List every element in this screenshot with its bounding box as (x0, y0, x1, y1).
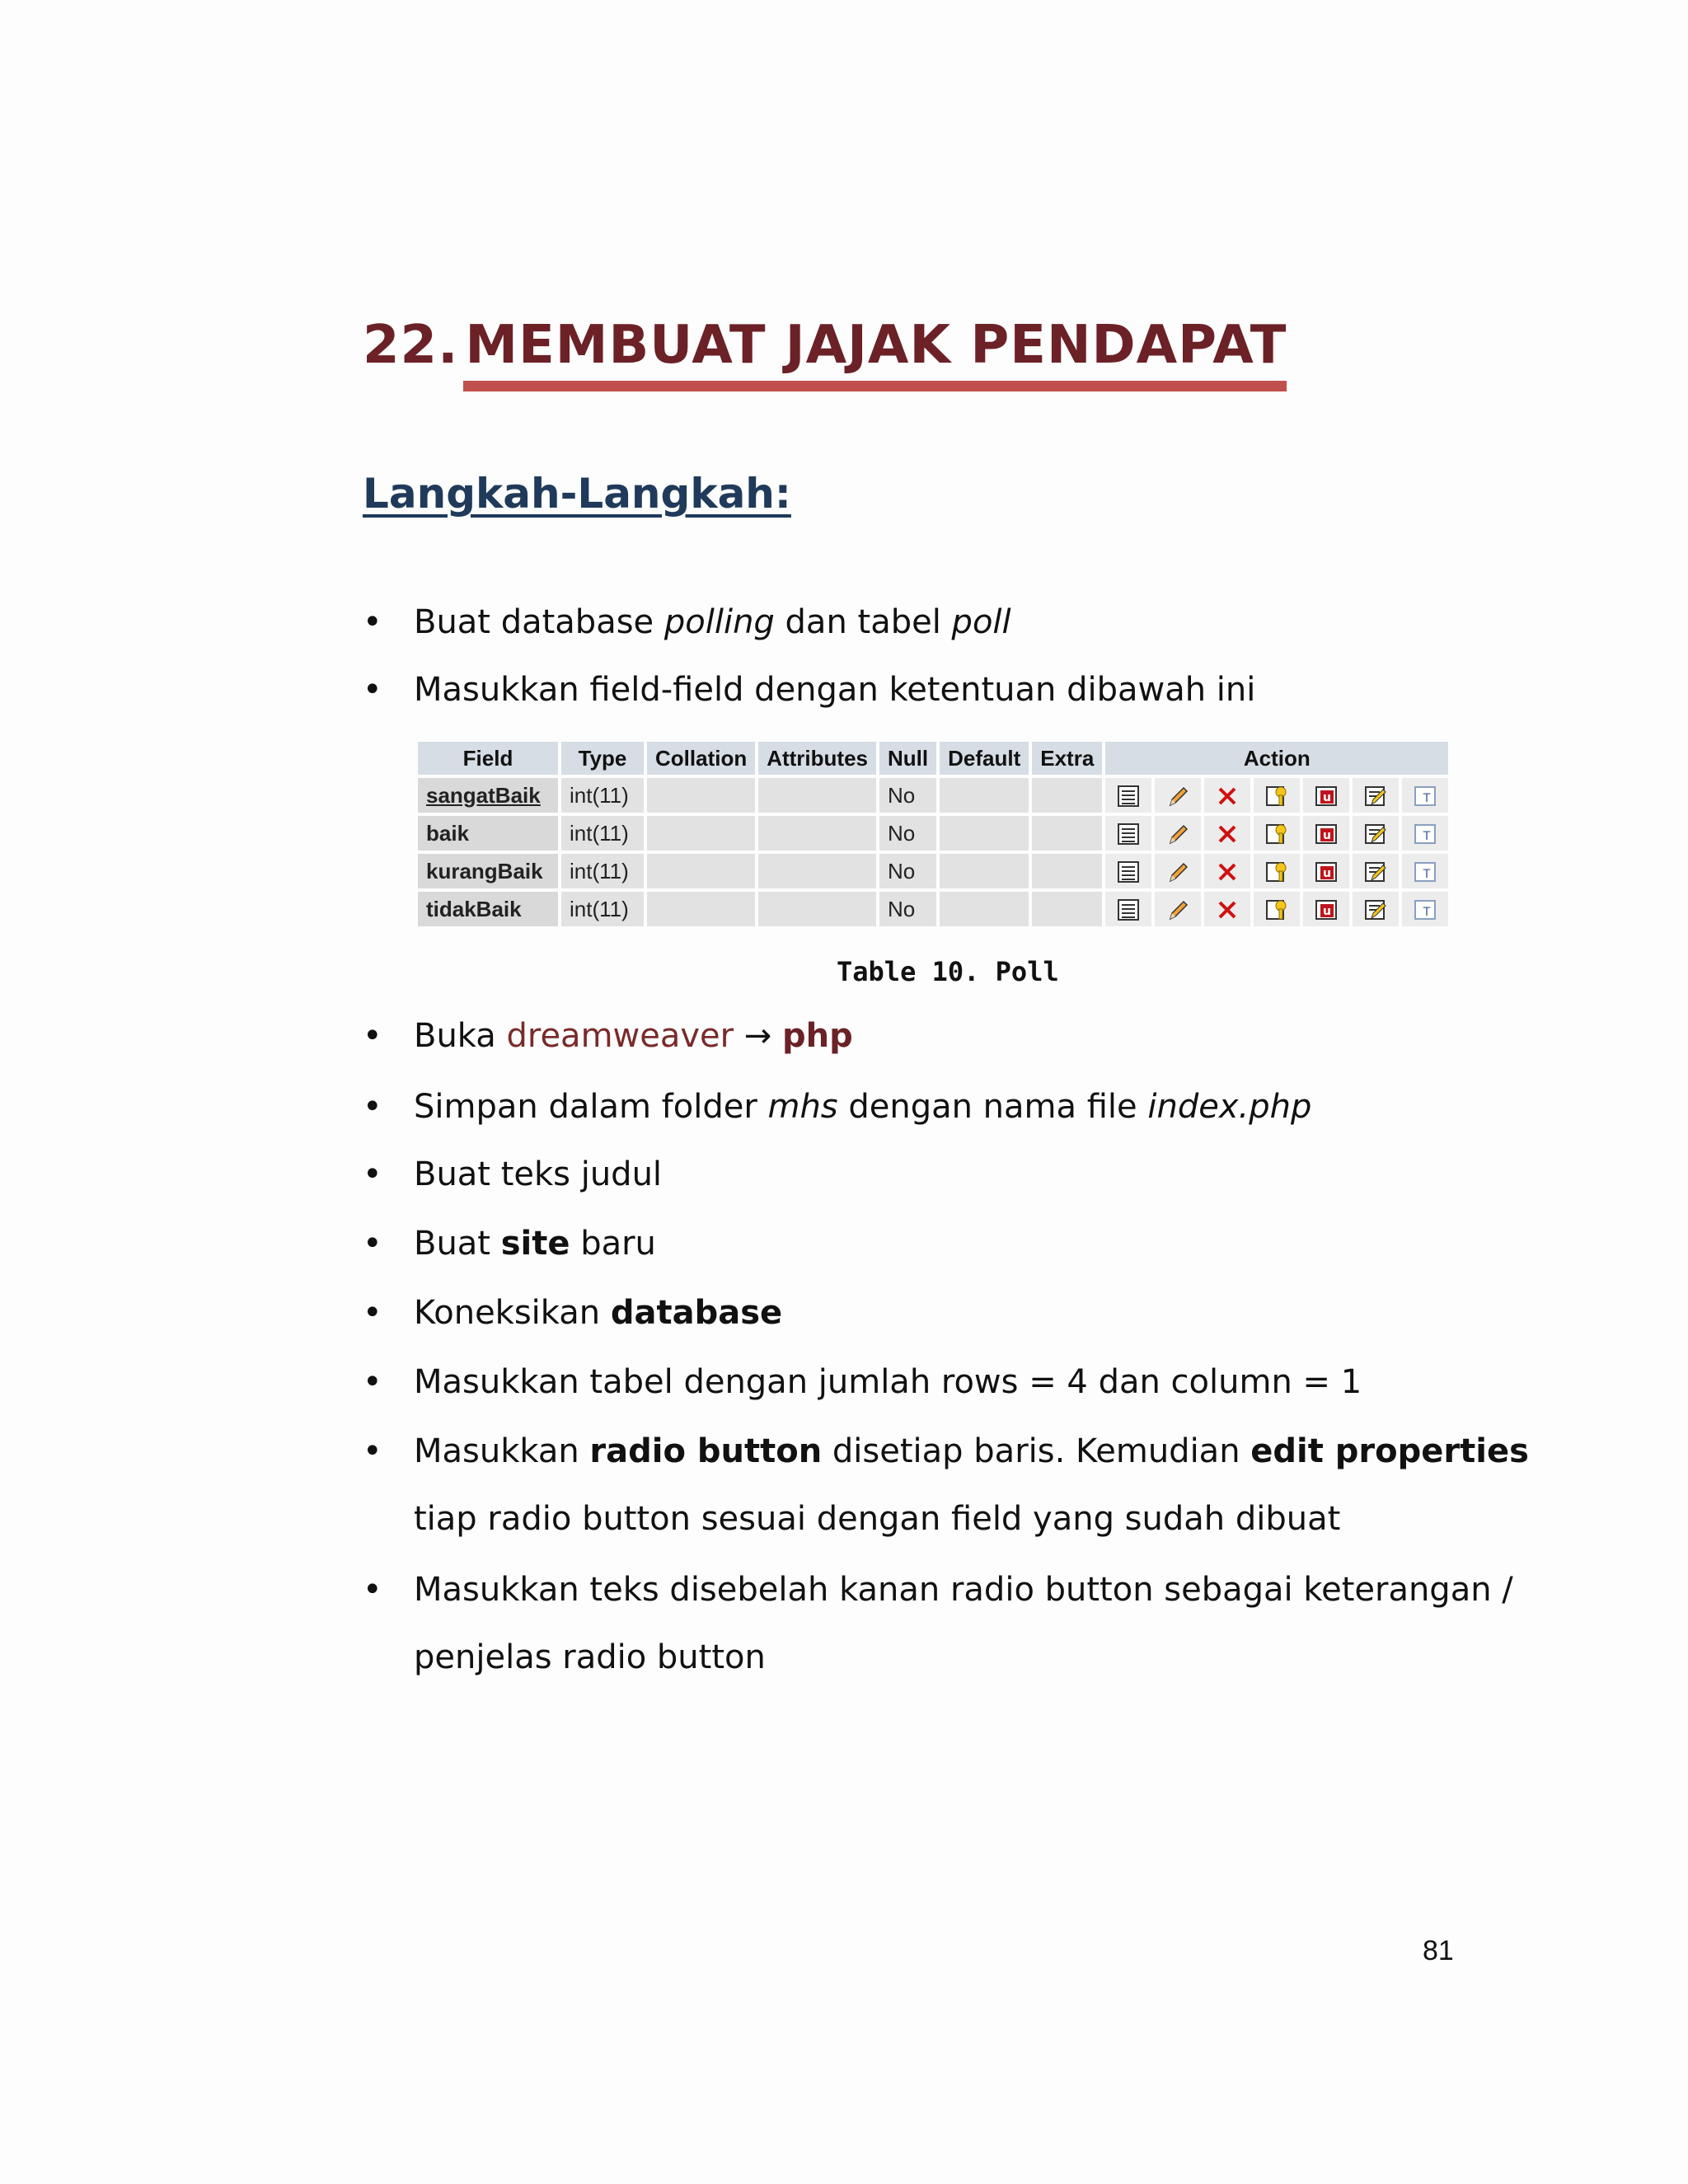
action-cell[interactable] (1254, 892, 1300, 926)
text: Koneksikan (414, 1294, 611, 1332)
steps-subheading: Langkah-Langkah: (363, 470, 791, 518)
chapter-title: MEMBUAT JAJAK PENDAPAT (465, 315, 1287, 376)
bullet-icon: • (363, 1088, 382, 1126)
action-cell[interactable] (1105, 778, 1151, 813)
text: Masukkan (414, 1432, 590, 1470)
bullet-icon: • (363, 1225, 382, 1263)
extra-cell (1032, 778, 1102, 813)
table-caption: Table 10. Poll (837, 956, 1059, 987)
fulltext-icon[interactable] (1413, 896, 1437, 921)
text-italic: poll (951, 603, 1011, 641)
browse-icon[interactable] (1116, 858, 1141, 883)
text: Buat (414, 1225, 501, 1263)
text: Buat database (414, 603, 664, 641)
page-number: 81 (1423, 1935, 1454, 1966)
action-cell[interactable] (1105, 816, 1151, 851)
collation-cell (647, 778, 755, 813)
text: Masukkan teks disebelah kanan radio button sebagai keterangan / (414, 1571, 1513, 1609)
extra-cell (1032, 816, 1102, 851)
action-cell[interactable] (1353, 816, 1399, 851)
null-cell: No (879, 778, 936, 813)
text: Buat teks judul (414, 1155, 663, 1193)
bullet-icon: • (363, 1571, 382, 1609)
action-cell[interactable] (1204, 854, 1250, 888)
action-cell[interactable] (1402, 854, 1448, 888)
text: penjelas radio button (414, 1638, 766, 1676)
text-italic: index.php (1147, 1088, 1312, 1126)
bullet-icon: • (363, 1294, 382, 1332)
action-cell[interactable] (1303, 892, 1349, 926)
action-cell[interactable] (1204, 892, 1250, 926)
action-cell[interactable] (1402, 778, 1448, 813)
action-cell[interactable] (1303, 778, 1349, 813)
type-cell: int(11) (561, 854, 644, 888)
bullet-icon: • (363, 1363, 382, 1401)
action-cell[interactable] (1303, 854, 1349, 888)
text: disetiap baris. Kemudian (822, 1432, 1251, 1470)
unique-icon[interactable] (1314, 782, 1339, 807)
index-icon[interactable] (1363, 820, 1388, 845)
delete-x-icon[interactable] (1215, 782, 1240, 807)
svg-text:T: T (1423, 906, 1431, 920)
table-row (418, 892, 1448, 926)
bullet-icon: • (363, 1432, 382, 1470)
extra-cell (1032, 854, 1102, 888)
col-header: Collation (647, 742, 755, 775)
browse-icon[interactable] (1116, 782, 1141, 807)
unique-icon[interactable] (1314, 820, 1339, 845)
action-cell[interactable] (1254, 778, 1300, 813)
svg-text:u: u (1323, 791, 1332, 805)
delete-x-icon[interactable] (1215, 896, 1240, 921)
text: dengan nama file (837, 1088, 1148, 1126)
text: Masukkan field-field dengan ketentuan dibawah ini (414, 671, 1256, 709)
text: dan tabel (774, 603, 952, 641)
action-cell[interactable] (1402, 892, 1448, 926)
arrow-icon: → (734, 1017, 783, 1055)
table-row (418, 816, 1448, 851)
text-italic: polling (663, 603, 775, 641)
bullet-icon: • (363, 671, 382, 709)
action-cell[interactable] (1155, 892, 1201, 926)
table-row (418, 854, 1448, 888)
action-cell[interactable] (1353, 778, 1399, 813)
index-icon[interactable] (1363, 782, 1388, 807)
primary-key-icon[interactable] (1264, 820, 1289, 845)
table-header-row (418, 742, 1448, 775)
browse-icon[interactable] (1116, 820, 1141, 845)
type-cell: int(11) (561, 816, 644, 851)
default-cell (940, 892, 1029, 926)
type-cell: int(11) (561, 778, 644, 813)
text-bold: radio button (589, 1432, 823, 1470)
text-bold: edit properties (1250, 1432, 1529, 1470)
text: baru (570, 1225, 656, 1263)
extra-cell (1032, 892, 1102, 926)
primary-key-icon[interactable] (1264, 896, 1289, 921)
index-icon[interactable] (1363, 896, 1388, 921)
fulltext-icon[interactable] (1413, 858, 1437, 883)
field-cell[interactable]: kurangBaik (418, 854, 558, 888)
null-cell: No (879, 816, 936, 851)
poll-structure-table (415, 738, 1451, 930)
collation-cell (647, 854, 755, 888)
text-bold: database (610, 1294, 783, 1332)
svg-text:T: T (1423, 830, 1431, 844)
svg-text:u: u (1323, 829, 1332, 843)
fulltext-icon[interactable] (1413, 820, 1437, 845)
action-cell[interactable] (1303, 816, 1349, 851)
fulltext-icon[interactable] (1413, 782, 1437, 807)
default-cell (940, 778, 1029, 813)
svg-text:T: T (1423, 868, 1431, 882)
field-cell[interactable]: baik (418, 816, 558, 851)
unique-icon[interactable] (1314, 858, 1339, 883)
attributes-cell (758, 892, 876, 926)
col-header: Null (879, 742, 936, 775)
primary-key-icon[interactable] (1264, 858, 1289, 883)
attributes-cell (758, 816, 876, 851)
col-header: Type (561, 742, 644, 775)
svg-text:T: T (1423, 792, 1431, 806)
field-cell[interactable]: tidakBaik (418, 892, 558, 926)
edit-pencil-icon[interactable] (1165, 820, 1190, 845)
chapter-number: 22. (363, 315, 459, 376)
delete-x-icon[interactable] (1215, 820, 1240, 845)
action-cell[interactable] (1353, 854, 1399, 888)
collation-cell (647, 816, 755, 851)
text: Masukkan tabel dengan jumlah rows = 4 dan column = 1 (414, 1363, 1362, 1401)
col-header: Default (940, 742, 1029, 775)
action-cell[interactable] (1402, 816, 1448, 851)
bullet-icon: • (363, 1155, 382, 1193)
delete-x-icon[interactable] (1215, 858, 1240, 883)
action-cell[interactable] (1204, 778, 1250, 813)
text: Simpan dalam folder (414, 1088, 768, 1126)
unique-icon[interactable] (1314, 896, 1339, 921)
col-header: Field (418, 742, 558, 775)
text-bold: site (500, 1225, 570, 1263)
action-cell[interactable] (1105, 892, 1151, 926)
action-cell[interactable] (1155, 816, 1201, 851)
text: dreamweaver (506, 1017, 734, 1055)
svg-text:u: u (1323, 867, 1332, 881)
text-bold: php (782, 1017, 853, 1055)
null-cell: No (879, 854, 936, 888)
chapter-heading (363, 315, 1287, 405)
null-cell: No (879, 892, 936, 926)
svg-text:u: u (1323, 905, 1332, 919)
type-cell: int(11) (561, 892, 644, 926)
table-row (418, 778, 1448, 813)
action-cell[interactable] (1155, 778, 1201, 813)
field-cell[interactable]: sangatBaik (418, 778, 558, 813)
text: Buka (414, 1017, 507, 1055)
action-cell[interactable] (1204, 816, 1250, 851)
edit-pencil-icon[interactable] (1165, 858, 1190, 883)
browse-icon[interactable] (1116, 896, 1141, 921)
edit-pencil-icon[interactable] (1165, 896, 1190, 921)
attributes-cell (758, 778, 876, 813)
action-cell[interactable] (1254, 854, 1300, 888)
action-cell[interactable] (1353, 892, 1399, 926)
action-cell[interactable] (1155, 854, 1201, 888)
primary-key-icon[interactable] (1264, 782, 1289, 807)
heading-underline (463, 381, 1287, 391)
edit-pencil-icon[interactable] (1165, 782, 1190, 807)
col-header: Attributes (758, 742, 876, 775)
action-cell[interactable] (1254, 816, 1300, 851)
col-header: Extra (1032, 742, 1102, 775)
action-cell[interactable] (1105, 854, 1151, 888)
bullet-icon: • (363, 1017, 382, 1055)
text: tiap radio button sesuai dengan field yang sudah dibuat (414, 1500, 1341, 1538)
attributes-cell (758, 854, 876, 888)
index-icon[interactable] (1363, 858, 1388, 883)
collation-cell (647, 892, 755, 926)
col-header: Action (1105, 742, 1448, 775)
bullet-icon: • (363, 603, 382, 641)
default-cell (940, 816, 1029, 851)
text-italic: mhs (767, 1088, 838, 1126)
default-cell (940, 854, 1029, 888)
